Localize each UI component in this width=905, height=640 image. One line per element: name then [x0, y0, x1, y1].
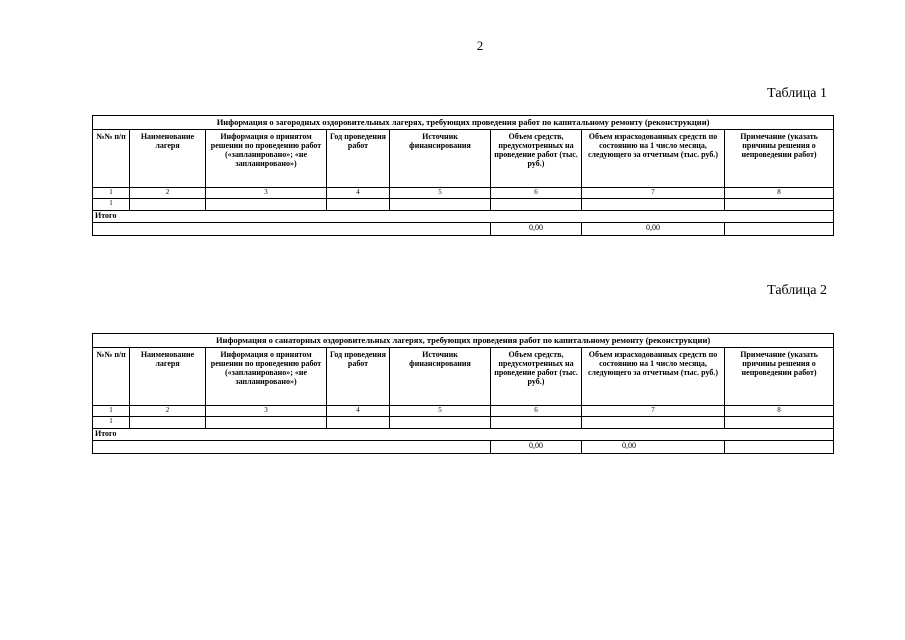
column-number: 6	[491, 188, 582, 199]
column-number: 2	[130, 406, 206, 417]
table-cell[interactable]	[582, 199, 725, 211]
header-number: №№ п/п	[93, 130, 130, 188]
table-2	[92, 333, 834, 454]
table-row	[93, 199, 834, 211]
table-2-total-row	[93, 441, 834, 454]
table-cell[interactable]	[491, 417, 582, 429]
table-1-total-label-row	[93, 211, 834, 223]
table-row	[93, 417, 834, 429]
table-cell[interactable]	[206, 199, 327, 211]
table-cell[interactable]	[491, 199, 582, 211]
column-number: 8	[725, 406, 834, 417]
column-number: 7	[582, 406, 725, 417]
header-planned-funds: Объем средств, предусмотренных на проведение работ (тыс. руб.)	[491, 130, 582, 188]
total-note	[725, 441, 834, 454]
column-number: 5	[390, 406, 491, 417]
table-cell[interactable]	[582, 417, 725, 429]
column-number: 3	[206, 406, 327, 417]
header-spent-funds: Объем израсходованных средств по состоянию на 1 число месяца, следующего за отчетным (тыс. руб.)	[582, 348, 725, 406]
total-label: Итого	[93, 429, 834, 441]
table-1-title: Информация о загородных оздоровительных лагерях, требующих проведения работ по капитальному ремонту (реконструкции)	[93, 116, 834, 130]
header-decision-info: Информация о принятом решении по проведению работ («запланировано»; «не запланировано»)	[206, 130, 327, 188]
header-camp-name: Наименование лагеря	[130, 130, 206, 188]
column-number: 1	[93, 406, 130, 417]
table-1-column-numbers	[93, 188, 834, 199]
total-label: Итого	[93, 211, 834, 223]
table-1-total-row	[93, 223, 834, 236]
table-cell[interactable]	[725, 199, 834, 211]
header-work-year: Год проведения работ	[327, 130, 390, 188]
table-cell[interactable]	[390, 199, 491, 211]
table-1-header-row	[93, 130, 834, 188]
column-number: 7	[582, 188, 725, 199]
table-cell[interactable]	[130, 199, 206, 211]
column-number: 4	[327, 188, 390, 199]
table-cell[interactable]	[327, 199, 390, 211]
header-number: №№ п/п	[93, 348, 130, 406]
header-camp-name: Наименование лагеря	[130, 348, 206, 406]
page-number: 2	[476, 38, 484, 53]
header-funding-source: Источник финансирования	[390, 130, 491, 188]
column-number: 4	[327, 406, 390, 417]
table-2-header-row	[93, 348, 834, 406]
table-2-column-numbers	[93, 406, 834, 417]
header-funding-source: Источник финансирования	[390, 348, 491, 406]
total-spent-funds: 0,00	[582, 441, 725, 454]
column-number: 3	[206, 188, 327, 199]
header-work-year: Год проведения работ	[327, 348, 390, 406]
total-note	[725, 223, 834, 236]
header-planned-funds: Объем средств, предусмотренных на проведение работ (тыс. руб.)	[491, 348, 582, 406]
header-spent-funds: Объем израсходованных средств по состоянию на 1 число месяца, следующего за отчетным (тыс. руб.)	[582, 130, 725, 188]
table-2-total-label-row	[93, 429, 834, 441]
table-cell[interactable]	[725, 417, 834, 429]
total-empty	[93, 441, 491, 454]
total-planned-funds: 0,00	[491, 441, 582, 454]
table-cell[interactable]	[390, 417, 491, 429]
header-note: Примечание (указать причины решения о непроведении работ)	[725, 130, 834, 188]
column-number: 8	[725, 188, 834, 199]
table-1	[92, 115, 834, 236]
table-cell[interactable]	[327, 417, 390, 429]
column-number: 1	[93, 188, 130, 199]
header-note: Примечание (указать причины решения о непроведении работ)	[725, 348, 834, 406]
total-empty	[93, 223, 491, 236]
table-cell[interactable]	[206, 417, 327, 429]
row-index: 1	[93, 199, 130, 211]
column-number: 5	[390, 188, 491, 199]
total-planned-funds: 0,00	[491, 223, 582, 236]
header-decision-info: Информация о принятом решении по проведению работ («запланировано»; «не запланировано»)	[206, 348, 327, 406]
row-index: 1	[93, 417, 130, 429]
table-cell[interactable]	[130, 417, 206, 429]
table-1-caption: Таблица 1	[767, 86, 827, 101]
total-spent-funds: 0,00	[582, 223, 725, 236]
column-number: 2	[130, 188, 206, 199]
table-2-caption: Таблица 2	[767, 283, 827, 298]
table-2-title: Информация о санаторных оздоровительных лагерях, требующих проведения работ по капитальному ремонту (реконструкции)	[93, 334, 834, 348]
column-number: 6	[491, 406, 582, 417]
